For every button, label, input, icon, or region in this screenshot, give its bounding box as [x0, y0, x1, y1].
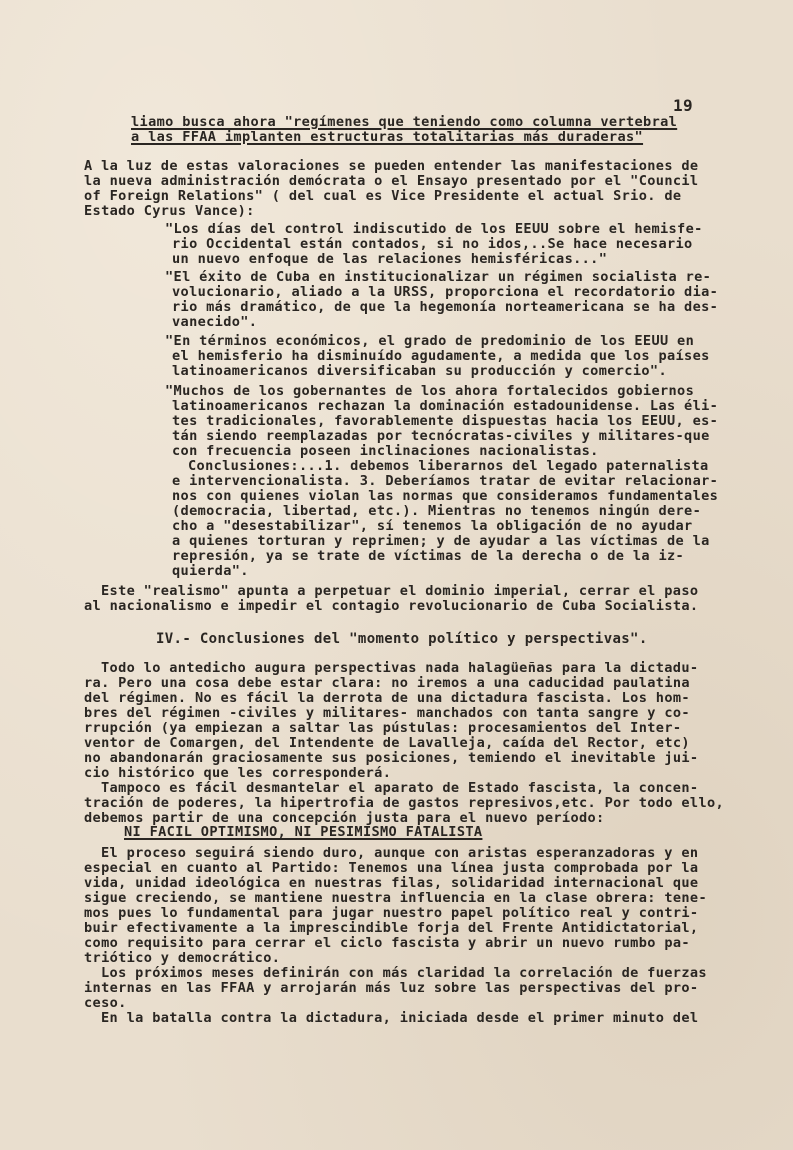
quote-line: "Muchos de los gobernantes de los ahora fortalecidos gobiernos	[165, 383, 695, 399]
quote-line: Conclusiones:...1. debemos liberarnos del legado paternalista	[188, 458, 709, 474]
quote-line: "En términos económicos, el grado de predominio de los EEUU en	[165, 333, 695, 349]
quote-line: volucionario, aliado a la URSS, proporciona el recordatorio dia-	[172, 284, 719, 300]
page-number: 19	[673, 96, 693, 115]
quote-line: (democracia, libertad, etc.). Mientras no tenemos ningún dere-	[172, 503, 702, 519]
text-line: a las FFAA implanten estructuras totalitarias más duraderas"	[131, 129, 644, 145]
text-line: buir efectivamente a la imprescindible forja del Frente Antidictatorial,	[84, 920, 699, 936]
quote-line: "El éxito de Cuba en institucionalizar un régimen socialista re-	[165, 269, 712, 285]
section-heading: IV.- Conclusiones del "momento político y perspectivas".	[156, 631, 648, 647]
quote-line: un nuevo enfoque de las relaciones hemisféricas..."	[172, 251, 608, 267]
text-line: no abandonarán graciosamente sus posiciones, temiendo el inevitable jui-	[84, 750, 699, 766]
text-line: especial en cuanto al Partido: Tenemos una línea justa comprobada por la	[84, 860, 699, 876]
text-line: internas en las FFAA y arrojarán más luz sobre las perspectivas del pro-	[84, 980, 699, 996]
quote-line: vanecido".	[172, 314, 258, 330]
text-line: tración de poderes, la hipertrofia de gastos represivos,etc. Por todo ello,	[84, 795, 725, 811]
quote-line: cho a "desestabilizar", sí tenemos la obligación de no ayudar	[172, 518, 693, 534]
quote-line: el hemisferio ha disminuído agudamente, a medida que los países	[172, 348, 710, 364]
text-line: la nueva administración demócrata o el Ensayo presentado por el "Council	[84, 173, 699, 189]
quote-line: rio Occidental están contados, si no idos,..Se hace necesario	[172, 236, 693, 252]
text-line: bres del régimen -civiles y militares- manchados con tanta sangre y co-	[84, 705, 690, 721]
text-line: sigue creciendo, se mantiene nuestra influencia en la clase obrera: tene-	[84, 890, 707, 906]
text-line: triótico y democrático.	[84, 950, 281, 966]
text-line: Este "realismo" apunta a perpetuar el dominio imperial, cerrar el paso	[101, 583, 699, 599]
subheading: NI FACIL OPTIMISMO, NI PESIMISMO FATALISTA	[124, 824, 483, 840]
text-line: Los próximos meses definirán con más claridad la correlación de fuerzas	[101, 965, 707, 981]
quote-line: "Los días del control indiscutido de los EEUU sobre el hemisfe-	[165, 221, 703, 237]
quote-line: represión, ya se trate de víctimas de la derecha o de la iz-	[172, 548, 685, 564]
quote-line: tes tradicionales, favorablemente dispuestas hacia los EEUU, es-	[172, 413, 719, 429]
text-line: ceso.	[84, 995, 127, 1011]
text-line: vida, unidad ideológica en nuestras filas, solidaridad internacional que	[84, 875, 699, 891]
quote-line: latinoamericanos rechazan la dominación estadounidense. Las éli-	[172, 398, 719, 414]
text-line: Estado Cyrus Vance):	[84, 203, 255, 219]
text-line: cio histórico que les corresponderá.	[84, 765, 392, 781]
text-line: del régimen. No es fácil la derrota de una dictadura fascista. Los hom-	[84, 690, 690, 706]
quote-line: nos con quienes violan las normas que consideramos fundamentales	[172, 488, 719, 504]
quote-line: a quienes torturan y reprimen; y de ayudar a las víctimas de la	[172, 533, 710, 549]
text-line: ventor de Comargen, del Intendente de Lavalleja, caída del Rector, etc)	[84, 735, 690, 751]
text-line: El proceso seguirá siendo duro, aunque con aristas esperanzadoras y en	[101, 845, 699, 861]
text-line: Todo lo antedicho augura perspectivas nada halagüeñas para la dictadu-	[101, 660, 699, 676]
text-line: liamo busca ahora "regímenes que teniendo como columna vertebral	[131, 114, 678, 130]
text-line: debemos partir de una concepción justa para el nuevo período:	[84, 810, 605, 826]
text-line: of Foreign Relations" ( del cual es Vice Presidente el actual Srio. de	[84, 188, 682, 204]
quote-line: quierda".	[172, 563, 249, 579]
quote-line: tán siendo reemplazadas por tecnócratas-civiles y militares-que	[172, 428, 710, 444]
quote-line: rio más dramático, de que la hegemonía norteamericana se ha des-	[172, 299, 719, 315]
quote-line: e intervencionalista. 3. Deberíamos tratar de evitar relacionar-	[172, 473, 719, 489]
text-line: ra. Pero una cosa debe estar clara: no iremos a una caducidad paulatina	[84, 675, 690, 691]
text-line: mos pues lo fundamental para jugar nuestro papel político real y contri-	[84, 905, 699, 921]
text-line: al nacionalismo e impedir el contagio revolucionario de Cuba Socialista.	[84, 598, 699, 614]
text-line: como requisito para cerrar el ciclo fascista y abrir un nuevo rumbo pa-	[84, 935, 690, 951]
text-line: Tampoco es fácil desmantelar el aparato de Estado fascista, la concen-	[101, 780, 699, 796]
quote-line: con frecuencia poseen inclinaciones nacionalistas.	[172, 443, 599, 459]
quote-line: latinoamericanos diversificaban su producción y comercio".	[172, 363, 667, 379]
text-line: A la luz de estas valoraciones se pueden entender las manifestaciones de	[84, 158, 699, 174]
text-line: En la batalla contra la dictadura, iniciada desde el primer minuto del	[101, 1010, 699, 1026]
text-line: rrupción (ya empiezan a saltar las pústulas: procesamientos del Inter-	[84, 720, 682, 736]
